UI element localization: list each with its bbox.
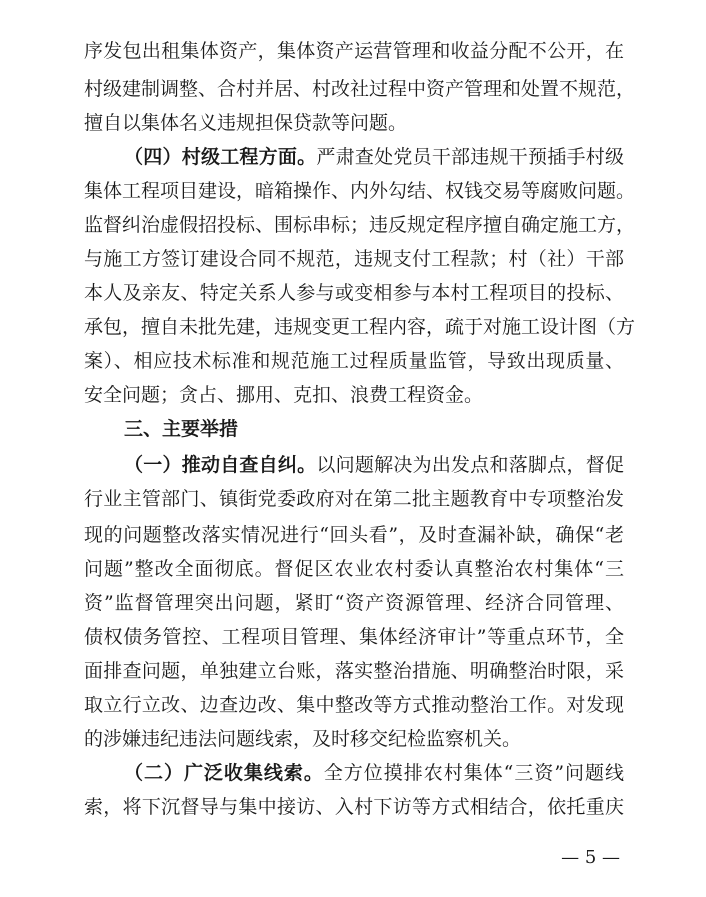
paragraph1-line-2: 村级建制调整、合村并居、村改社过程中资产管理和处置不规范， bbox=[84, 78, 636, 100]
paragraph3-line-9: 的涉嫌违纪违法问题线索，及时移交纪检监察机关。 bbox=[84, 728, 522, 750]
paragraph2-line-3: 监督纠治虚假招投标、围标串标；违反规定程序擅自确定施工方， bbox=[84, 214, 636, 236]
paragraph2-line-5: 本人及亲友、特定关系人参与或变相参与本村工程项目的投标、 bbox=[84, 282, 624, 304]
paragraph2-lead: （四）村级工程方面。 bbox=[124, 146, 317, 168]
paragraph2-first-rest: 严肃查处党员干部违规干预插手村级 bbox=[316, 146, 624, 168]
paragraph4-lead: （二）广泛收集线索。 bbox=[124, 762, 324, 784]
section-heading: 三、主要举措 bbox=[124, 418, 239, 440]
paragraph2-line-7: 案）、相应技术标准和规范施工过程质量监管，导致出现质量、 bbox=[84, 350, 624, 372]
paragraph3-line-4: 问题”整改全面彻底。督促区农业农村委认真整治农村集体“三 bbox=[84, 558, 624, 580]
paragraph4-line-1 bbox=[124, 756, 624, 790]
paragraph3-lead: （一）推动自查自纠。 bbox=[124, 454, 317, 476]
paragraph3-line-2: 行业主管部门、镇街党委政府对在第二批主题教育中专项整治发 bbox=[84, 488, 624, 510]
paragraph3-line-3: 现的问题整改落实情况进行“回头看”，及时查漏补缺，确保“老 bbox=[84, 524, 624, 546]
page-number: — 5 — bbox=[561, 847, 620, 868]
paragraph4-line-2: 索，将下沉督导与集中接访、入村下访等方式相结合，依托重庆 bbox=[84, 796, 624, 818]
paragraph2-line-8: 安全问题；贪占、挪用、克扣、浪费工程资金。 bbox=[84, 384, 484, 406]
paragraph2-line-6: 承包，擅自未批先建，违规变更工程内容，疏于对施工设计图（方 bbox=[84, 316, 636, 338]
paragraph4-first-rest: 全方位摸排农村集体“三资”问题线 bbox=[323, 762, 624, 784]
paragraph2-line-4: 与施工方签订建设合同不规范，违规支付工程款；村（社）干部 bbox=[84, 248, 624, 270]
paragraph1-line-1: 序发包出租集体资产，集体资产运营管理和收益分配不公开，在 bbox=[84, 40, 624, 62]
paragraph3-line-6: 债权债务管控、工程项目管理、集体经济审计”等重点环节，全 bbox=[84, 626, 624, 648]
paragraph3-first-rest: 以问题解决为出发点和落脚点，督促 bbox=[316, 454, 624, 476]
paragraph3-line-5: 资”监督管理突出问题，紧盯“资产资源管理、经济合同管理、 bbox=[84, 592, 624, 614]
paragraph3-line-1 bbox=[124, 448, 624, 482]
paragraph2-line-1 bbox=[124, 140, 624, 174]
paragraph3-line-8: 取立行立改、边查边改、集中整改等方式推动整治工作。对发现 bbox=[84, 694, 624, 716]
paragraph2-line-2: 集体工程项目建设，暗箱操作、内外勾结、权钱交易等腐败问题。 bbox=[84, 180, 636, 202]
paragraph1-line-3: 擅自以集体名义违规担保贷款等问题。 bbox=[84, 112, 408, 134]
paragraph3-line-7: 面排查问题，单独建立台账，落实整治措施、明确整治时限，采 bbox=[84, 660, 624, 682]
